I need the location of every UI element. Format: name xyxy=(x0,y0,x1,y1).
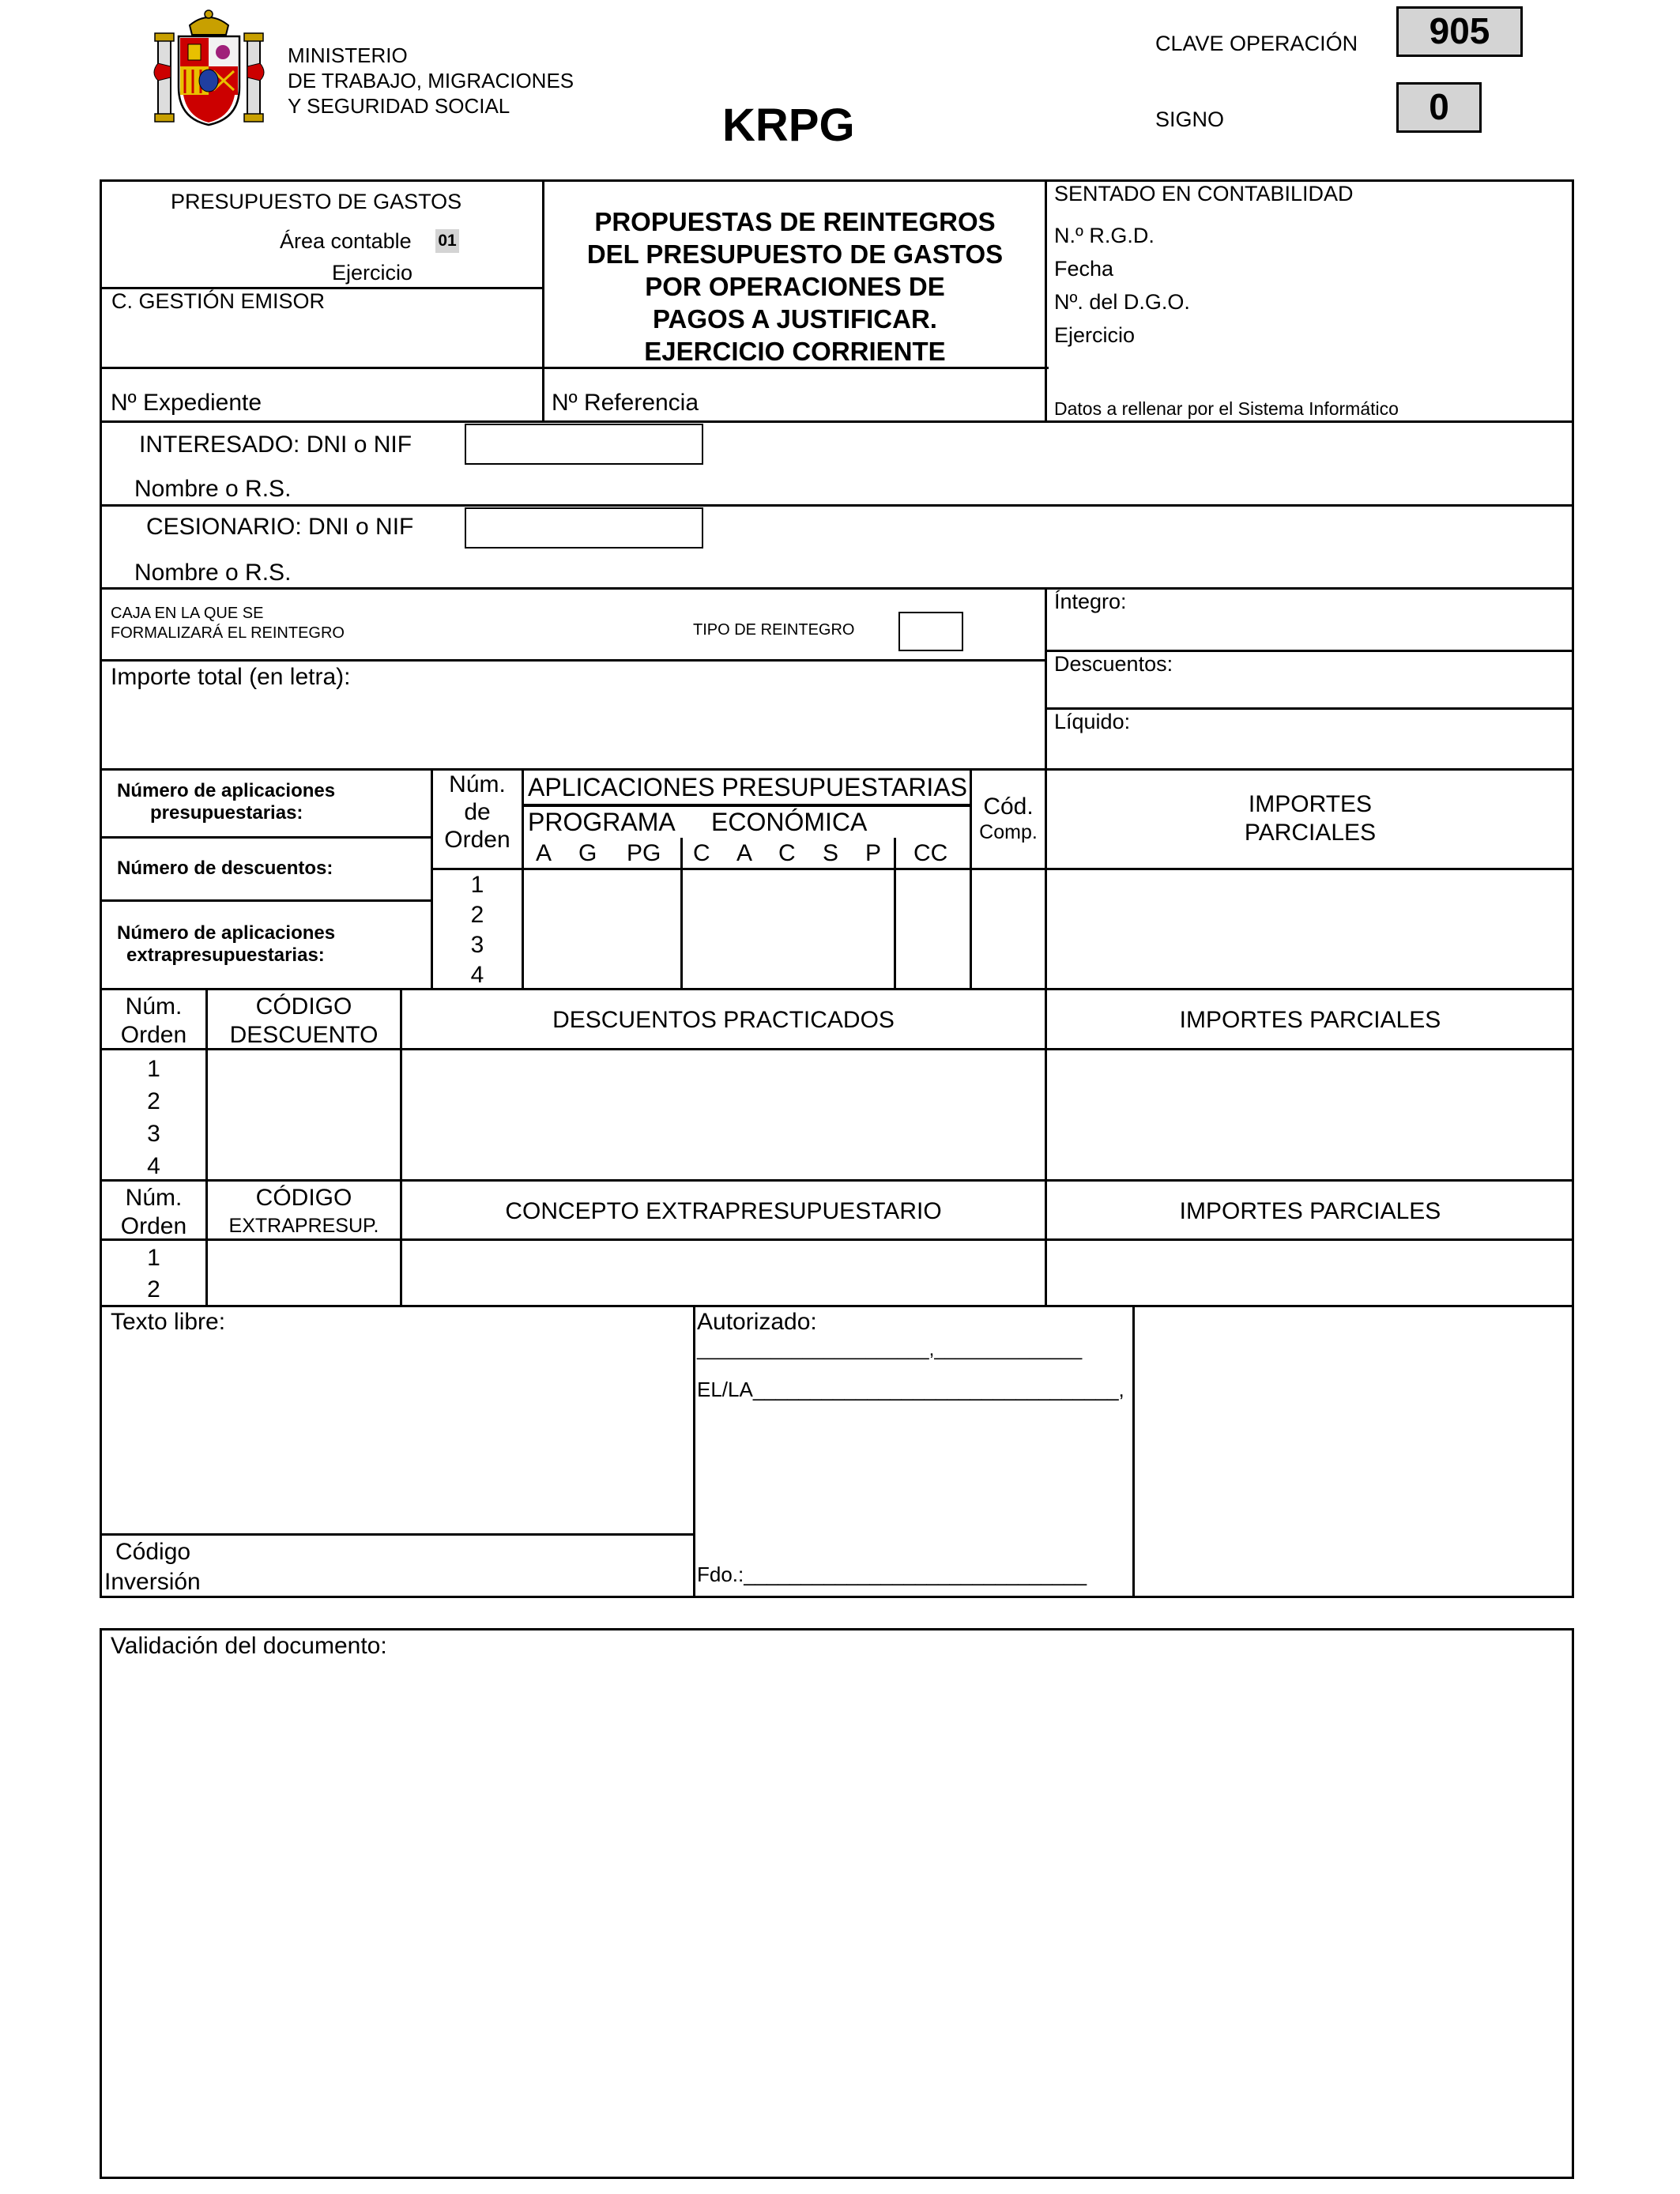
dgo-label: Nº. del D.G.O. xyxy=(1054,290,1190,314)
header-line: Cód. xyxy=(983,794,1034,820)
divider xyxy=(400,988,402,1306)
signo-label: SIGNO xyxy=(1155,107,1225,131)
header-line: DESCUENTO xyxy=(229,1022,379,1048)
row-number: 3 xyxy=(470,932,484,958)
tipo-reintegro-field[interactable] xyxy=(898,612,963,651)
sentado-label: SENTADO EN CONTABILIDAD xyxy=(1054,182,1354,205)
codigo-descuento-header xyxy=(208,993,400,1050)
divider xyxy=(522,768,524,988)
extra-importes-header: IMPORTES PARCIALES xyxy=(1179,1198,1441,1224)
tipo-reintegro-label: TIPO DE REINTEGRO xyxy=(693,621,855,639)
divider xyxy=(100,420,1573,423)
col-cc: CC xyxy=(913,840,948,866)
descuentos-rows xyxy=(102,1053,205,1182)
programa-label: PROGRAMA xyxy=(528,808,676,836)
coat-of-arms-logo xyxy=(152,8,266,128)
form-code-title: KRPG xyxy=(722,100,855,151)
divider xyxy=(100,1533,695,1536)
ministry-line-3: Y SEGURIDAD SOCIAL xyxy=(288,94,510,118)
divider xyxy=(1045,180,1047,421)
integro-label: Íntegro: xyxy=(1054,590,1127,613)
divider xyxy=(100,1179,1573,1182)
extra-rows xyxy=(102,1242,205,1306)
header-line: CÓDIGO xyxy=(255,993,352,1020)
form-title-line: PAGOS A JUSTIFICAR. xyxy=(653,304,937,334)
num-aplicaciones-label-1: Número de aplicaciones xyxy=(117,780,336,801)
form-title-line: POR OPERACIONES DE xyxy=(645,272,945,301)
interesado-nombre-label: Nombre o R.S. xyxy=(134,476,292,502)
header-line: CÓDIGO xyxy=(255,1185,352,1211)
validacion-label: Validación del documento: xyxy=(111,1633,387,1659)
cod-comp-header xyxy=(972,794,1045,844)
divider xyxy=(1045,587,1047,769)
importe-total-label: Importe total (en letra): xyxy=(111,664,351,690)
row-number: 2 xyxy=(147,1088,160,1114)
form-title xyxy=(545,205,1045,368)
cesionario-nombre-label: Nombre o R.S. xyxy=(134,560,292,586)
ejercicio-label: Ejercicio xyxy=(332,261,413,285)
divider xyxy=(100,899,432,902)
divider xyxy=(1045,988,1047,1306)
col-p: P xyxy=(865,840,882,866)
header-line: Núm. xyxy=(125,1185,183,1211)
divider xyxy=(100,587,1573,590)
codigo-inversion-label-1: Código xyxy=(115,1539,191,1565)
divider xyxy=(523,804,970,805)
num-orden-rows xyxy=(433,870,522,990)
interesado-dni-field[interactable] xyxy=(465,424,703,465)
col-pg: PG xyxy=(627,840,661,866)
ejercicio-contab-label: Ejercicio xyxy=(1054,323,1136,347)
header-line: Comp. xyxy=(979,821,1038,843)
header-line: Núm. xyxy=(125,993,183,1020)
header-line: de xyxy=(464,799,491,825)
row-number: 4 xyxy=(470,962,484,988)
caja-label-line-2: FORMALIZARÁ EL REINTEGRO xyxy=(111,624,345,642)
num-orden-header xyxy=(433,771,522,854)
divider xyxy=(100,659,1046,662)
form-title-line: DEL PRESUPUESTO DE GASTOS xyxy=(586,239,1004,269)
header-line: Orden xyxy=(120,1213,187,1239)
referencia-label: Nº Referencia xyxy=(552,390,699,416)
clave-operacion-value: 905 xyxy=(1396,6,1523,57)
codigo-inversion-label-2: Inversión xyxy=(104,1569,201,1595)
datos-sistema-note: Datos a rellenar por el Sistema Informático xyxy=(1054,398,1399,419)
divider xyxy=(100,768,1573,771)
concepto-extra-header: CONCEPTO EXTRAPRESUPUESTARIO xyxy=(505,1198,942,1224)
validacion-frame xyxy=(100,1628,1574,2179)
num-extra-label-1: Número de aplicaciones xyxy=(117,922,336,944)
expediente-label: Nº Expediente xyxy=(111,390,262,416)
divider xyxy=(100,1305,1573,1307)
row-number: 1 xyxy=(147,1056,160,1082)
rgd-label: N.º R.G.D. xyxy=(1054,224,1155,247)
divider xyxy=(693,1305,695,1597)
row-number: 2 xyxy=(470,902,484,928)
col-a2: A xyxy=(736,840,753,866)
col-c2: C xyxy=(778,840,796,866)
num-extra-label-2: extrapresupuestarias: xyxy=(126,944,325,966)
descuentos-practicados-header: DESCUENTOS PRACTICADOS xyxy=(552,1007,895,1033)
row-number: 1 xyxy=(147,1245,160,1271)
header-line: IMPORTES xyxy=(1248,791,1373,817)
col-a: A xyxy=(536,840,552,866)
el-la-signature-line: EL/LA________________________________, xyxy=(697,1378,1124,1401)
col-c1: C xyxy=(693,840,710,866)
ministry-line-2: DE TRABAJO, MIGRACIONES xyxy=(288,69,574,92)
descuentos-num-header xyxy=(102,993,205,1050)
fdo-signature-line: Fdo.:______________________________ xyxy=(697,1563,1087,1586)
importes-parciales-header xyxy=(1047,790,1573,847)
gestion-emisor-label: C. GESTIÓN EMISOR xyxy=(111,289,326,313)
extra-num-header xyxy=(102,1184,205,1241)
col-s: S xyxy=(823,840,839,866)
signo-value: 0 xyxy=(1396,82,1482,133)
clave-operacion-label: CLAVE OPERACIÓN xyxy=(1155,32,1358,55)
economica-label: ECONÓMICA xyxy=(711,808,868,836)
liquido-label: Líquido: xyxy=(1054,710,1131,733)
fecha-label: Fecha xyxy=(1054,257,1114,281)
form-title-line: EJERCICIO CORRIENTE xyxy=(644,337,946,366)
col-g: G xyxy=(578,840,597,866)
descuentos-importes-header: IMPORTES PARCIALES xyxy=(1179,1007,1441,1033)
num-aplicaciones-label-2: presupuestarias: xyxy=(150,802,303,824)
ministry-line-1: MINISTERIO xyxy=(288,43,408,67)
row-number: 3 xyxy=(147,1121,160,1147)
divider xyxy=(1132,1305,1135,1597)
header-line: PARCIALES xyxy=(1244,820,1377,846)
divider xyxy=(542,180,544,421)
header-line: EXTRAPRESUP. xyxy=(228,1215,379,1237)
cesionario-label: CESIONARIO: DNI o NIF xyxy=(146,514,414,540)
header-line: Núm. xyxy=(449,771,506,797)
area-contable-value: 01 xyxy=(435,229,459,253)
interesado-label: INTERESADO: DNI o NIF xyxy=(139,432,412,458)
cesionario-dni-field[interactable] xyxy=(465,507,703,548)
form-title-line: PROPUESTAS DE REINTEGROS xyxy=(594,207,996,236)
divider xyxy=(894,838,896,988)
header-line: Orden xyxy=(120,1022,187,1048)
divider xyxy=(100,504,1573,507)
num-descuentos-label: Número de descuentos: xyxy=(117,858,333,879)
divider xyxy=(680,838,683,988)
texto-libre-label: Texto libre: xyxy=(111,1309,226,1335)
caja-label-line-1: CAJA EN LA QUE SE xyxy=(111,605,264,622)
descuentos-label: Descuentos: xyxy=(1054,652,1173,676)
divider xyxy=(100,836,432,839)
area-contable-label: Área contable xyxy=(280,229,412,253)
header-line: Orden xyxy=(444,827,510,853)
autorizado-label: Autorizado: xyxy=(697,1309,817,1335)
autorizado-place-date-line: ______________________,______________ xyxy=(697,1339,1083,1360)
divider xyxy=(432,868,1573,870)
row-number: 1 xyxy=(470,872,484,898)
divider xyxy=(100,988,1573,990)
aplicaciones-title: APLICACIONES PRESUPUESTARIAS xyxy=(528,773,967,801)
row-number: 2 xyxy=(147,1276,160,1302)
codigo-extra-header xyxy=(208,1184,400,1239)
presupuesto-gastos-label: PRESUPUESTO DE GASTOS xyxy=(171,190,462,213)
row-number: 4 xyxy=(147,1153,160,1179)
